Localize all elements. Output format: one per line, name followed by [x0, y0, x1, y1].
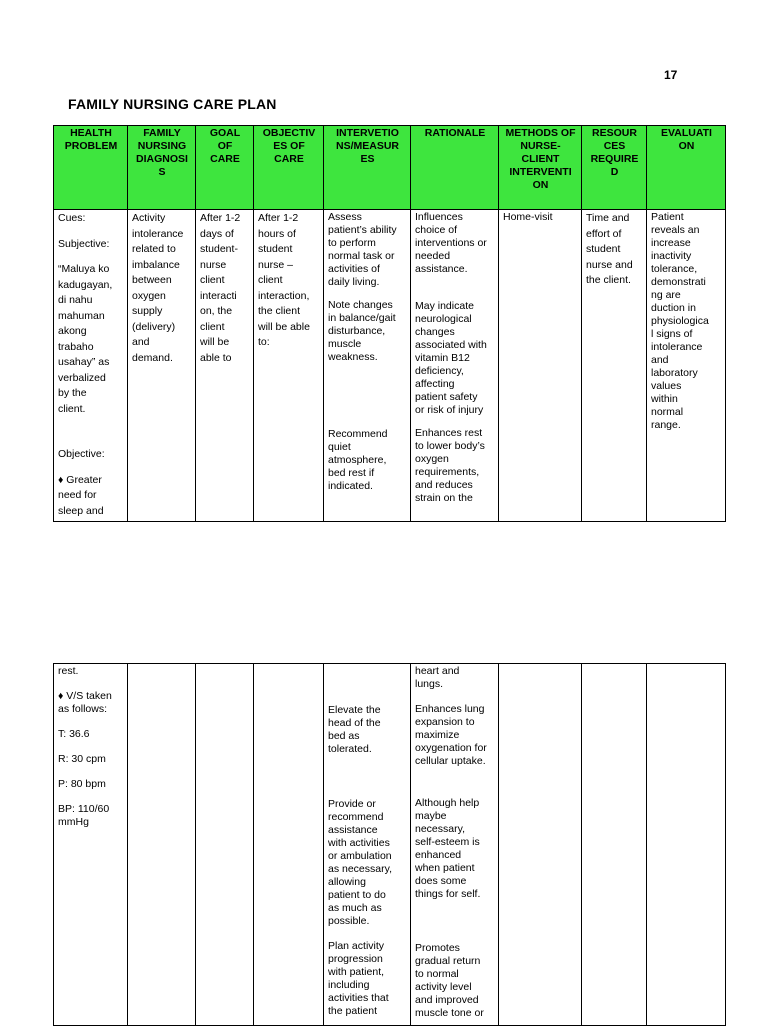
cell-evaluation	[647, 664, 726, 1026]
health-problem-item: T: 36.6	[58, 728, 90, 740]
header-family-nursing-diagnosis: FAMILY NURSING DIAGNOSI S	[128, 126, 196, 210]
resources-text: Time and effort of student nurse and the client.	[586, 212, 633, 286]
cell-resources	[582, 664, 647, 1026]
header-methods-of-intervention: METHODS OF NURSE- CLIENT INTERVENTI ON	[499, 126, 582, 210]
header-evaluation: EVALUATI ON	[647, 126, 726, 210]
cues-label: Cues:	[58, 212, 86, 224]
health-problem-item: ♦ V/S taken as follows:	[58, 690, 112, 715]
rationale-item: Enhances lung expansion to maximize oxygenation for cellular uptake.	[415, 703, 487, 767]
cell-health-problem	[54, 210, 128, 522]
evaluation-text: Patient reveals an increase inactivity tolerance, demonstrati ng are duction in physiologica l signs of intolerance and laboratory values within normal range.	[651, 211, 709, 431]
intervention-item: Note changes in balance/gait disturbance, muscle weakness.	[328, 299, 396, 363]
intervention-item: Plan activity progression with patient, including activities that the patient	[328, 940, 389, 1017]
intervention-item: Assess patient’s ability to perform normal task or activities of daily living.	[328, 211, 397, 288]
cell-goal	[196, 210, 254, 522]
header-rationale: RATIONALE	[411, 126, 499, 210]
cell-methods	[499, 210, 582, 522]
header-objectives-of-care: OBJECTIV ES OF CARE	[254, 126, 324, 210]
intervention-item: Provide or recommend assistance with activities or ambulation as necessary, allowing patient to do as much as possible.	[328, 798, 392, 927]
subjective-label: Subjective:	[58, 237, 110, 250]
cell-interventions	[324, 210, 411, 522]
page-number: 17	[664, 68, 678, 82]
care-plan-table-part-2	[53, 663, 726, 1026]
cell-methods	[499, 664, 582, 1026]
header-row	[54, 126, 726, 210]
cell-evaluation	[647, 210, 726, 522]
health-problem-item: P: 80 bpm	[58, 778, 106, 790]
cell-rationale	[411, 664, 499, 1026]
health-problem-item: rest.	[58, 665, 79, 677]
cell-diagnosis	[128, 664, 196, 1026]
header-health-problem: HEALTH PROBLEM	[54, 126, 128, 210]
objective-item: ♦ Greater need for sleep and	[58, 473, 104, 517]
table-row	[54, 664, 726, 1026]
cell-health-problem	[54, 664, 128, 1026]
cell-diagnosis	[128, 210, 196, 522]
table-row	[54, 210, 726, 522]
header-interventions: INTERVETIO NS/MEASUR ES	[324, 126, 411, 210]
diagnosis-text: Activity intolerance related to imbalance between oxygen supply (delivery) and demand.	[132, 212, 184, 364]
objective-label: Objective:	[58, 448, 105, 460]
goal-text: After 1-2 days of student- nurse client interacti on, the client will be able to	[200, 212, 241, 364]
cell-objectives	[254, 210, 324, 522]
cell-interventions	[324, 664, 411, 1026]
rationale-item: May indicate neurological changes associated with vitamin B12 deficiency, affecting patient safety or risk of injury	[415, 300, 487, 416]
health-problem-item: R: 30 cpm	[58, 753, 106, 765]
cell-rationale	[411, 210, 499, 522]
care-plan-table-part-1	[53, 125, 726, 522]
rationale-item: Influences choice of interventions or needed assistance.	[415, 211, 487, 275]
health-problem-item: BP: 110/60 mmHg	[58, 803, 110, 828]
subjective-quote: “Maluya ko kadugayan, di nahu mahuman akong trabaho usahay” as verbalized by the client.	[58, 263, 113, 415]
rationale-item: heart and lungs.	[415, 665, 460, 690]
cell-objectives	[254, 664, 324, 1026]
intervention-item: Recommend quiet atmosphere, bed rest if indicated.	[328, 428, 388, 492]
rationale-item: Promotes gradual return to normal activity level and improved muscle tone or	[415, 942, 484, 1019]
cell-goal	[196, 664, 254, 1026]
rationale-item: Although help maybe necessary, self-esteem is enhanced when patient does some things for self.	[415, 797, 481, 900]
rationale-item: Enhances rest to lower body’s oxygen requirements, and reduces strain on the	[415, 427, 485, 504]
document-title: FAMILY NURSING CARE PLAN	[68, 96, 277, 112]
cell-resources	[582, 210, 647, 522]
intervention-item: Elevate the head of the bed as tolerated.	[328, 704, 381, 755]
objectives-text: After 1-2 hours of student nurse – client interaction, the client will be able to:	[258, 212, 310, 348]
header-resources-required: RESOUR CES REQUIRE D	[582, 126, 647, 210]
header-goal-of-care: GOAL OF CARE	[196, 126, 254, 210]
methods-text: Home-visit	[503, 211, 553, 223]
